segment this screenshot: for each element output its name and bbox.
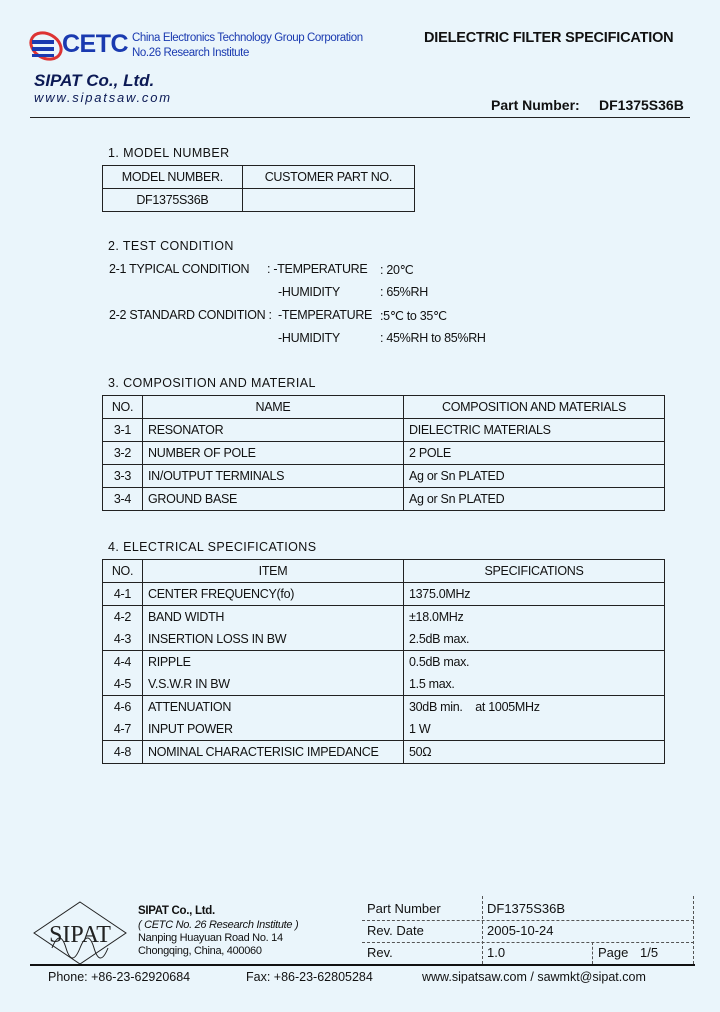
section-composition-title: 3. COMPOSITION AND MATERIAL — [108, 376, 316, 390]
typical-temp-value: : 20℃ — [380, 263, 414, 277]
table-row — [103, 718, 665, 741]
footer-fax: Fax: +86-23-62805284 — [246, 970, 373, 984]
cell-no: 4-5 — [103, 673, 143, 696]
header-no: NO. — [103, 396, 143, 419]
part-number-value: DF1375S36B — [599, 97, 684, 113]
table-row — [103, 465, 665, 488]
model-table — [102, 165, 415, 212]
table-row — [103, 696, 665, 719]
footer-page-value: 1/5 — [640, 945, 659, 960]
org-line1: China Electronics Technology Group Corporation — [132, 32, 363, 44]
footer-address1: Nanping Huayuan Road No. 14 — [138, 932, 283, 944]
cell-name: RESONATOR — [143, 419, 404, 442]
cell-item: RIPPLE — [143, 651, 404, 674]
footer-page-label: Page — [598, 945, 629, 960]
footer-phone: Phone: +86-23-62920684 — [48, 970, 191, 984]
cell-spec: 30dB min. at 1005MHz — [404, 696, 665, 719]
cell-item: INPUT POWER — [143, 718, 404, 741]
footer-revdate-label: Rev. Date — [367, 923, 424, 938]
website: www.sipatsaw.com — [34, 90, 172, 105]
cell-spec: 2.5dB max. — [404, 628, 665, 651]
header-spec: SPECIFICATIONS — [404, 560, 665, 583]
customer-value — [242, 189, 414, 212]
footer-grid-line — [592, 942, 593, 964]
cell-no: 3-2 — [103, 442, 143, 465]
cell-spec: 50Ω — [404, 741, 665, 764]
typical-condition-label: 2-1 TYPICAL CONDITION — [109, 262, 250, 276]
table-row — [103, 419, 665, 442]
cell-no: 4-6 — [103, 696, 143, 719]
cell-item: ATTENUATION — [143, 696, 404, 719]
standard-temp-label: -TEMPERATURE — [278, 308, 373, 322]
table-row — [103, 628, 665, 651]
cell-name: GROUND BASE — [143, 488, 404, 511]
company-name: SIPAT Co., Ltd. — [34, 71, 155, 90]
table-row — [103, 741, 665, 764]
table-row — [103, 442, 665, 465]
section-electrical-title: 4. ELECTRICAL SPECIFICATIONS — [108, 540, 317, 554]
model-value: DF1375S36B — [103, 189, 243, 212]
cetc-logo-text: CETC — [62, 30, 129, 58]
header-name: NAME — [143, 396, 404, 419]
footer-grid-line — [693, 896, 694, 964]
cell-spec: 1375.0MHz — [404, 583, 665, 606]
table-row — [103, 673, 665, 696]
footer-part-label: Part Number — [367, 901, 441, 916]
composition-table — [102, 395, 665, 511]
footer-contact: www.sipatsaw.com / sawmkt@sipat.com — [422, 970, 646, 984]
header-item: ITEM — [143, 560, 404, 583]
typical-humidity-label: -HUMIDITY — [278, 285, 340, 299]
standard-humidity-value: : 45%RH to 85%RH — [380, 331, 486, 345]
table-row — [103, 488, 665, 511]
electrical-table — [102, 559, 665, 764]
standard-temp-value: :5℃ to 35℃ — [380, 309, 447, 323]
header-composition: COMPOSITION AND MATERIALS — [404, 396, 665, 419]
cell-no: 4-7 — [103, 718, 143, 741]
footer-institute: ( CETC No. 26 Research Institute ) — [138, 919, 299, 931]
cell-no: 4-8 — [103, 741, 143, 764]
cell-spec: 1 W — [404, 718, 665, 741]
cell-no: 4-1 — [103, 583, 143, 606]
cell-spec: 1.5 max. — [404, 673, 665, 696]
col-model: MODEL NUMBER. — [103, 166, 243, 189]
cetc-logo-icon — [28, 30, 64, 62]
cell-material: DIELECTRIC MATERIALS — [404, 419, 665, 442]
col-customer: CUSTOMER PART NO. — [242, 166, 414, 189]
footer-divider — [30, 964, 695, 966]
cell-name: IN/OUTPUT TERMINALS — [143, 465, 404, 488]
footer-grid-line — [482, 896, 483, 964]
table-row — [103, 606, 665, 629]
cell-material: 2 POLE — [404, 442, 665, 465]
cell-spec: 0.5dB max. — [404, 651, 665, 674]
section-model-title: 1. MODEL NUMBER — [108, 146, 230, 160]
cell-no: 4-2 — [103, 606, 143, 629]
footer-part-value: DF1375S36B — [487, 901, 566, 916]
footer-address2: Chongqing, China, 400060 — [138, 945, 262, 957]
part-number-label: Part Number: — [491, 97, 580, 113]
cell-material: Ag or Sn PLATED — [404, 488, 665, 511]
footer-rev-value: 1.0 — [487, 945, 506, 960]
table-row — [103, 583, 665, 606]
typical-humidity-value: : 65%RH — [380, 285, 428, 299]
cell-item: INSERTION LOSS IN BW — [143, 628, 404, 651]
footer-revdate-value: 2005-10-24 — [487, 923, 554, 938]
cell-no: 3-4 — [103, 488, 143, 511]
cell-name: NUMBER OF POLE — [143, 442, 404, 465]
cell-no: 4-4 — [103, 651, 143, 674]
cell-item: BAND WIDTH — [143, 606, 404, 629]
cell-no: 3-3 — [103, 465, 143, 488]
section-test-title: 2. TEST CONDITION — [108, 239, 234, 253]
standard-humidity-label: -HUMIDITY — [278, 331, 340, 345]
sipat-logo-icon — [32, 900, 128, 966]
footer-rev-label: Rev. — [367, 945, 393, 960]
cell-spec: ±18.0MHz — [404, 606, 665, 629]
footer-grid-line — [362, 920, 694, 921]
cell-item: NOMINAL CHARACTERISIC IMPEDANCE — [143, 741, 404, 764]
typical-temp-label: : -TEMPERATURE — [267, 262, 368, 276]
table-row — [103, 651, 665, 674]
cell-item: CENTER FREQUENCY(fo) — [143, 583, 404, 606]
header-no: NO. — [103, 560, 143, 583]
sipat-logo-text: SIPAT — [49, 922, 111, 948]
cell-no: 3-1 — [103, 419, 143, 442]
cell-item: V.S.W.R IN BW — [143, 673, 404, 696]
doc-title: DIELECTRIC FILTER SPECIFICATION — [424, 30, 674, 46]
standard-condition-label: 2-2 STANDARD CONDITION : — [109, 308, 272, 322]
header-divider — [30, 117, 690, 118]
cell-material: Ag or Sn PLATED — [404, 465, 665, 488]
cell-no: 4-3 — [103, 628, 143, 651]
footer-company: SIPAT Co., Ltd. — [138, 905, 215, 917]
org-line2: No.26 Research Institute — [132, 47, 249, 59]
footer-grid-line — [362, 942, 694, 943]
